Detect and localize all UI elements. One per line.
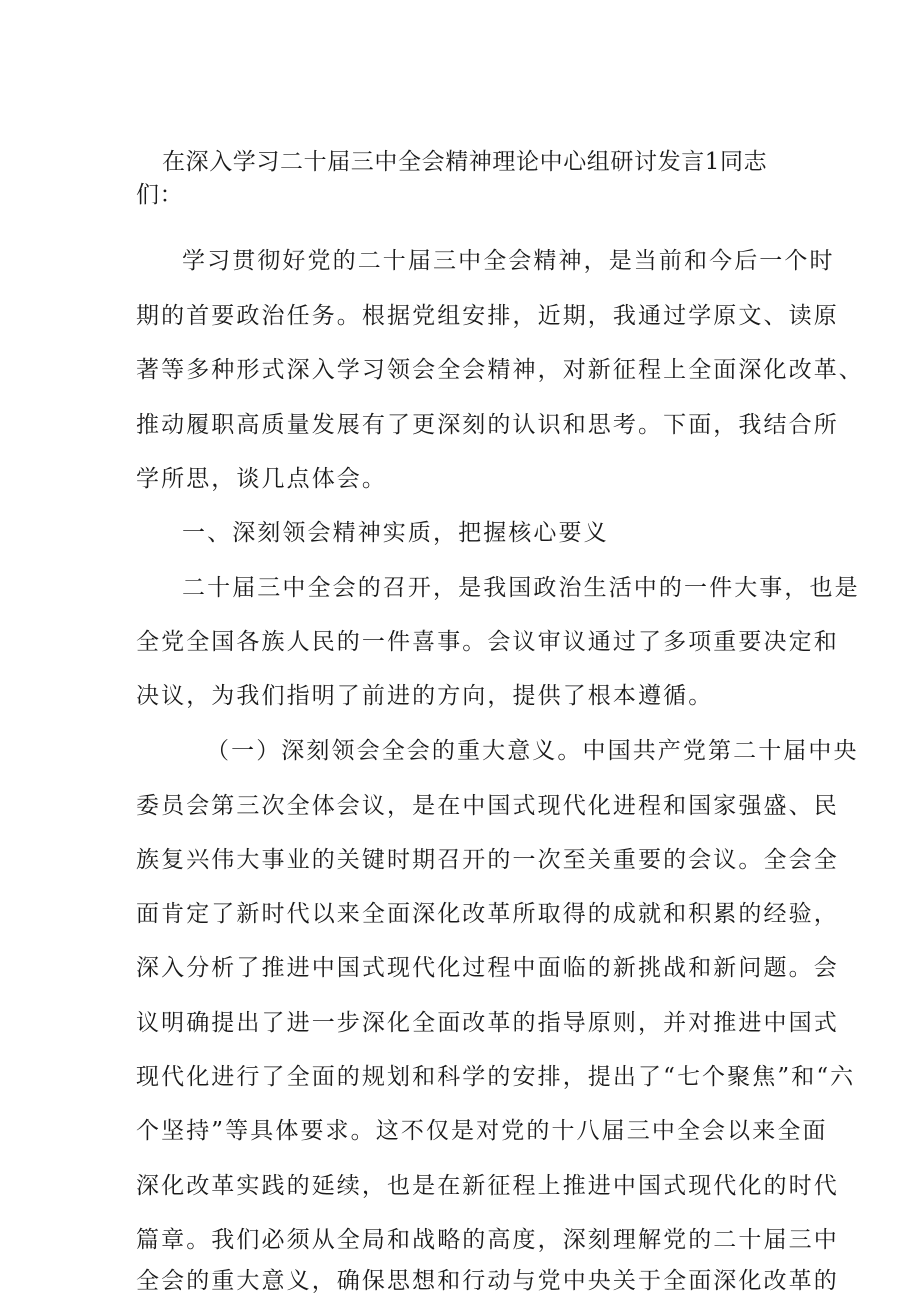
paragraph-line: 决议，为我们指明了前进的方向，提供了根本遵循。 — [136, 683, 714, 709]
paragraph-line: 议明确提出了进一步深化全面改革的指导原则，并对推进中国式 — [136, 1010, 839, 1036]
paragraph-line: 面肯定了新时代以来全面深化改革所取得的成就和积累的经验， — [136, 901, 839, 927]
paragraph-line: 学习贯彻好党的二十届三中全会精神，是当前和今后一个时 — [182, 248, 835, 274]
paragraph-line: 学所思，谈几点体会。 — [136, 466, 387, 492]
paragraph-line: 委员会第三次全体会议，是在中国式现代化进程和国家强盛、民 — [136, 793, 839, 819]
paragraph-line: 深化改革实践的延续，也是在新征程上推进中国式现代化的时代 — [136, 1173, 839, 1199]
document-title: 在深入学习二十届三中全会精神理论中心组研讨发言1同志 — [162, 149, 768, 175]
paragraph-line: 二十届三中全会的召开，是我国政治生活中的一件大事，也是 — [182, 575, 860, 601]
paragraph-line: 篇章。我们必须从全局和战略的高度，深刻理解党的二十届三中 — [136, 1227, 839, 1253]
document-title-continuation: 们： — [136, 182, 184, 208]
paragraph-line: 推动履职高质量发展有了更深刻的认识和思考。下面，我结合所 — [136, 412, 839, 438]
paragraph-line: 著等多种形式深入学习领会全会精神，对新征程上全面深化改革、 — [136, 357, 864, 383]
paragraph-line: 全党全国各族人民的一件喜事。会议审议通过了多项重要决定和 — [136, 629, 839, 655]
subsection-heading-line: （一）深刻领会全会的重大意义。中国共产党第二十届中央 — [206, 738, 859, 764]
paragraph-line: 深入分析了推进中国式现代化过程中面临的新挑战和新问题。会 — [136, 955, 839, 981]
paragraph-line: 个坚持”等具体要求。这不仅是对党的十八届三中全会以来全面 — [136, 1118, 828, 1144]
paragraph-line: 期的首要政治任务。根据党组安排，近期，我通过学原文、读原 — [136, 303, 839, 329]
paragraph-line: 现代化进行了全面的规划和科学的安排，提出了“七个聚焦”和“六 — [136, 1064, 856, 1090]
paragraph-line: 族复兴伟大事业的关键时期召开的一次至关重要的会议。全会全 — [136, 847, 839, 873]
paragraph-line: 全会的重大意义，确保思想和行动与党中央关于全面深化改革的 — [136, 1268, 839, 1294]
section-heading: 一、深刻领会精神实质，把握核心要义 — [182, 520, 609, 546]
